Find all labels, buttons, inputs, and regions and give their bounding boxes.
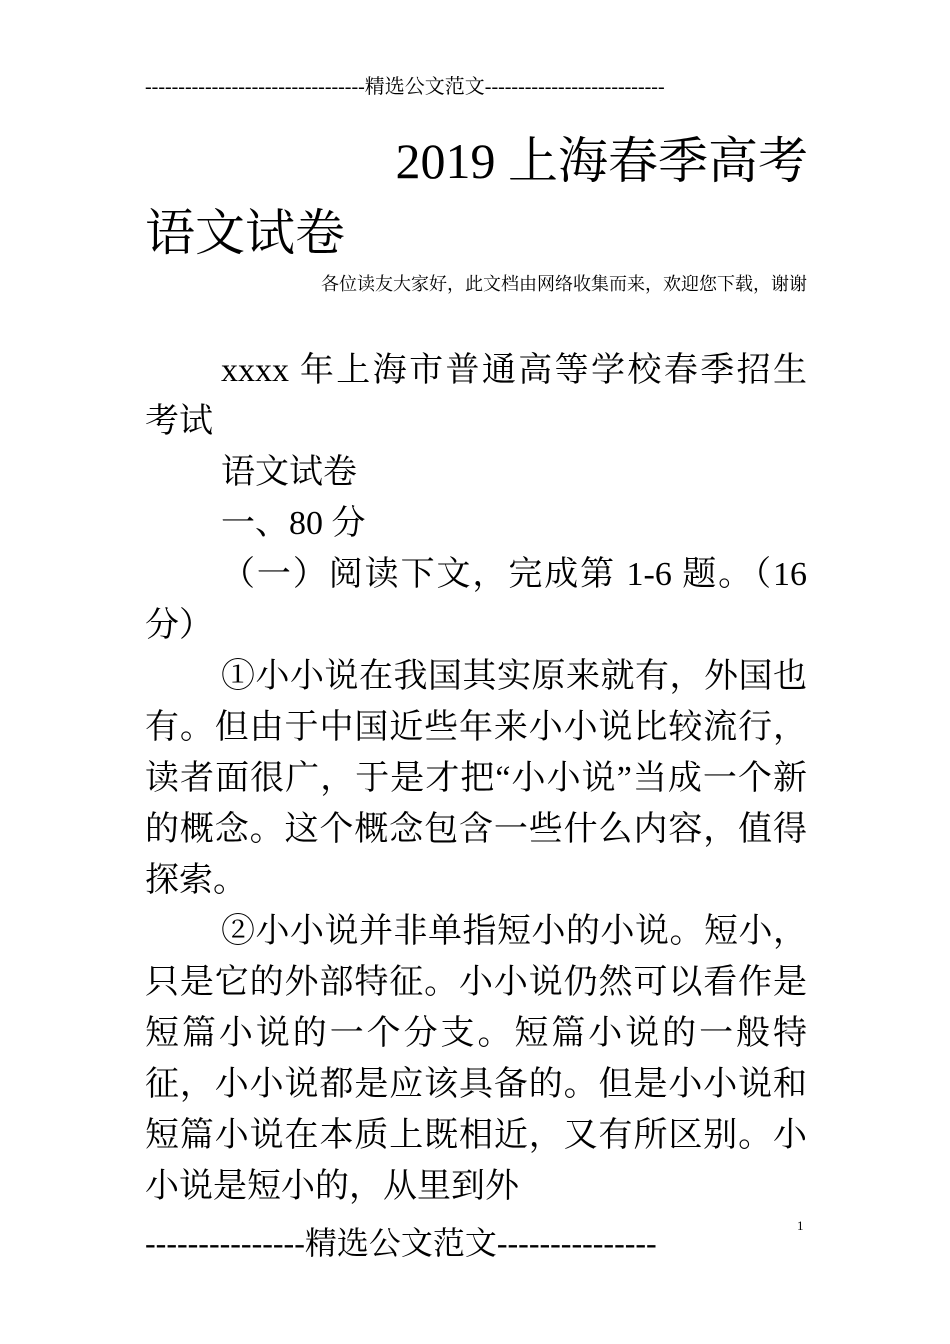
page-footer: ---------------精选公文范文--------------- — [145, 1225, 657, 1261]
paragraph-reading-instruction: （一）阅读下文，完成第 1-6 题。（16 分） — [145, 556, 807, 644]
title-line-2: 语文试卷 — [145, 205, 345, 261]
paragraph-2: ②小小说并非单指短小的小说。短小，只是它的外部特征。小小说仍然可以看作是短篇小说的一个分支。短篇小说的一般特征，小小说都是应该具备的。但是小小说和短篇小说在本质上既相近，又有所区别。小小说是短小的，从里到外 — [145, 913, 807, 1205]
title-line-1: 2019 上海春季高考 — [395, 133, 808, 189]
paragraph-section-one: 一、80 分 — [221, 505, 366, 542]
document-body — [145, 345, 807, 1212]
document-title — [145, 125, 810, 269]
paragraph-1: ①小小说在我国其实原来就有，外国也有。但由于中国近些年来小小说比较流行，读者面很广，于是才把“小小说”当成一个新的概念。这个概念包含一些什么内容，值得探索。 — [145, 658, 807, 899]
paragraph-paper-name: 语文试卷 — [221, 454, 357, 491]
page-header: ---------------------------------精选公文范文--------------------------- — [145, 76, 665, 98]
paragraph-exam-name: xxxx 年上海市普通高等学校春季招生考试 — [145, 352, 807, 440]
page-number: 1 — [797, 1218, 804, 1233]
download-notice: 各位读友大家好，此文档由网络收集而来，欢迎您下载，谢谢 — [321, 274, 807, 294]
